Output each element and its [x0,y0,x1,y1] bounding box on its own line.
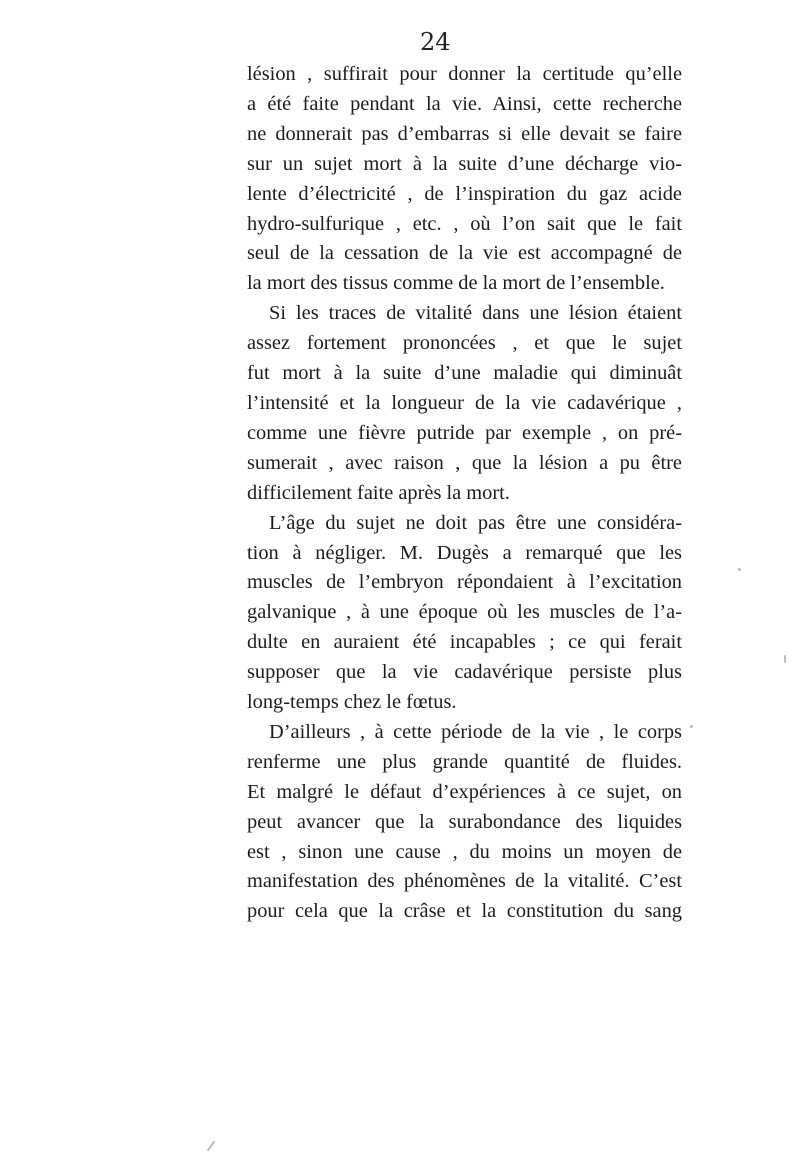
text-line: long-temps chez le fœtus. [247,691,457,714]
text-line: galvanique , à une époque où les muscles de l’a- [247,601,682,624]
text-line: D’ailleurs , à cette période de la vie , le corps [269,720,682,743]
text-line: renferme une plus grande quantité de fluides. [247,750,682,773]
text-line: tion à négliger. M. Dugès a remarqué que les [247,541,682,564]
text-line: muscles de l’embryon répondaient à l’excitation [247,571,682,594]
text-line: lente d’électricité , de l’inspiration du gaz acide [247,182,682,205]
text-line: manifestation des phénomènes de la vitalité. C’est [247,870,682,893]
text-line: difficilement faite après la mort. [247,481,510,504]
text-line: est , sinon une cause , du moins un moyen de [247,840,682,863]
text-line: peut avancer que la surabondance des liquides [247,810,682,833]
text-line: L’âge du sujet ne doit pas être une considéra- [269,511,682,534]
text-line: pour cela que la crâse et la constitution du sang [247,900,682,923]
text-line: dulte en auraient été incapables ; ce qui ferait [247,631,682,654]
text-line: fut mort à la suite d’une maladie qui diminuât [247,362,682,385]
text-line: ne donnerait pas d’embarras si elle devait se faire [247,122,682,145]
paper-speck [207,1141,216,1152]
text-line: supposer que la vie cadavérique persiste plus [247,661,682,684]
text-line: Si les traces de vitalité dans une lésion étaient [269,302,682,325]
text-line: lésion , suffirait pour donner la certitude qu’elle [247,63,682,85]
text-line: sumerait , avec raison , que la lésion a pu être [247,451,682,474]
paper-speck [784,655,786,663]
text-line: a été faite pendant la vie. Ainsi, cette recherche [247,92,682,115]
text-line: la mort des tissus comme de la mort de l’ensemble. [247,272,665,295]
paper-speck [738,568,741,571]
text-line: l’intensité et la longueur de la vie cadavérique , [247,391,682,414]
text-line: comme une fièvre putride par exemple , on pré- [247,421,682,444]
text-line: assez fortement prononcées , et que le sujet [247,332,682,355]
paper-speck [690,725,693,728]
body-text [247,60,682,927]
text-line: sur un sujet mort à la suite d’une décharge vio- [247,152,682,175]
page-number: 24 [420,28,451,56]
text-line: hydro-sulfurique , etc. , où l’on sait que le fait [247,212,682,235]
text-line: seul de la cessation de la vie est accompagné de [247,242,682,265]
text-line: Et malgré le défaut d’expériences à ce sujet, on [247,780,682,803]
